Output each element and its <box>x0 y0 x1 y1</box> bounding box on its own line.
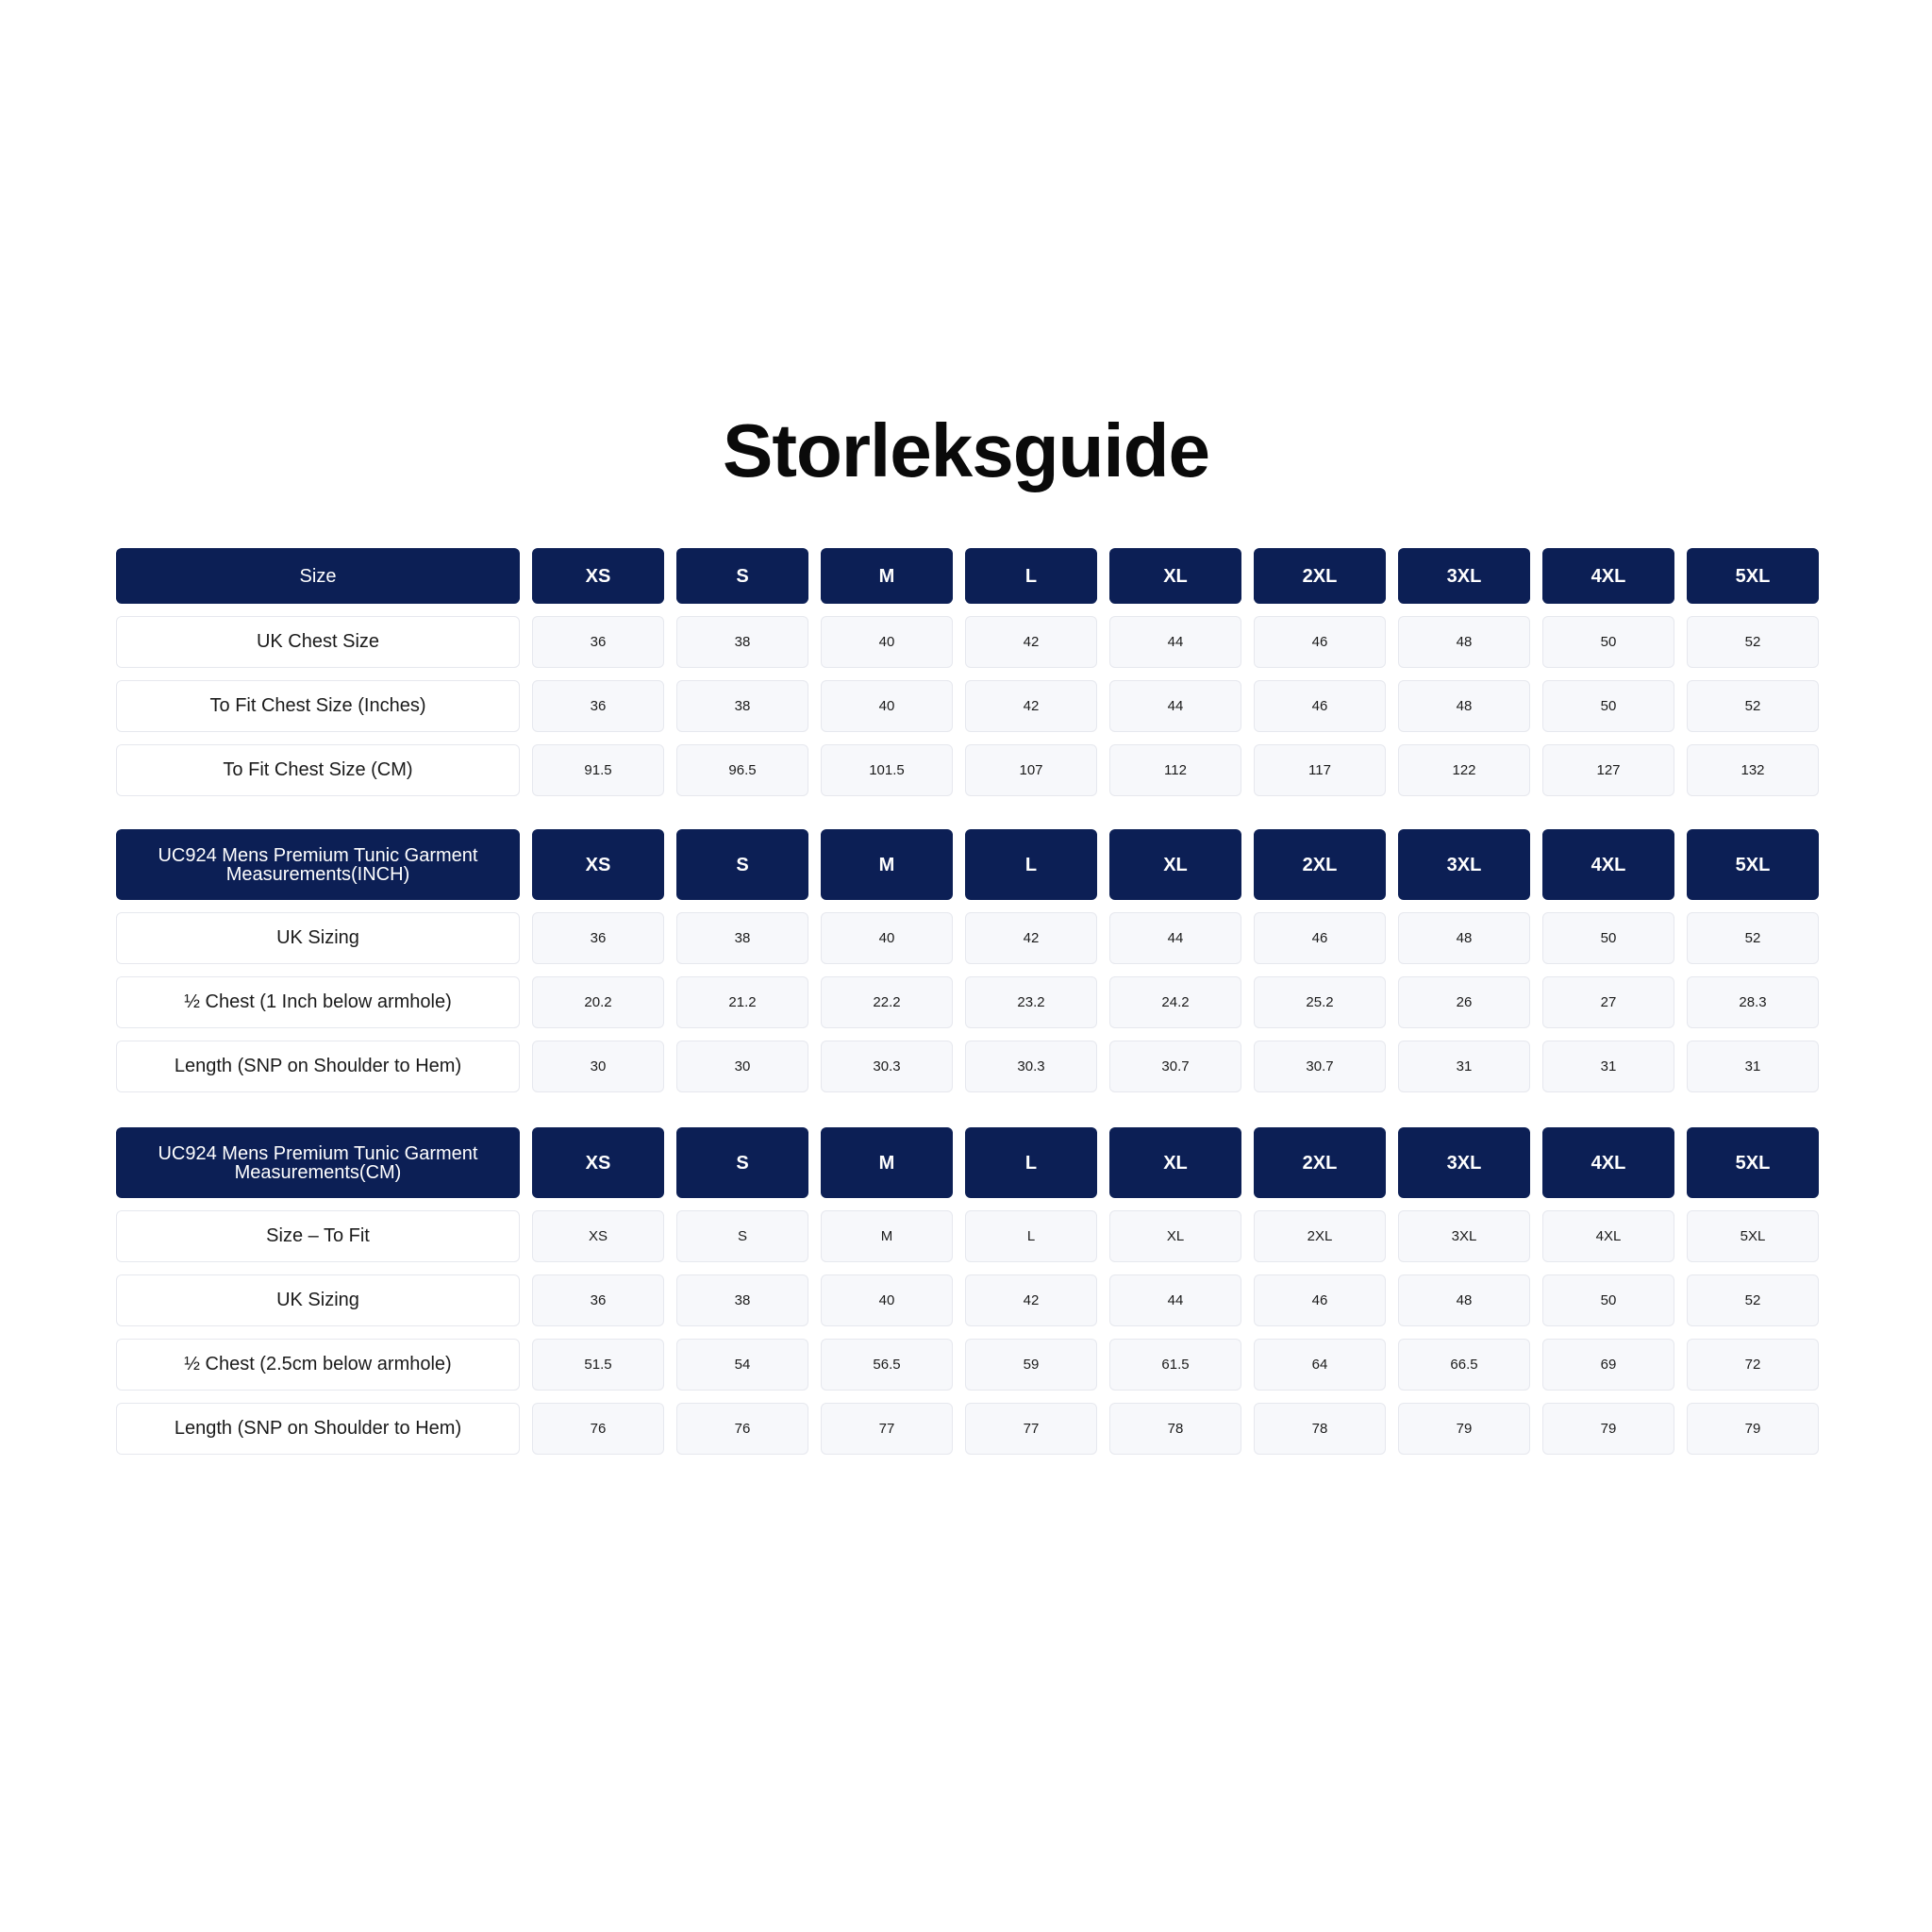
size-header-cell: 3XL <box>1398 1127 1530 1198</box>
table-header-row <box>116 829 1820 900</box>
value-cell: 48 <box>1398 680 1530 732</box>
value-cell: 91.5 <box>532 744 664 796</box>
value-cell: 27 <box>1542 976 1674 1028</box>
value-cell: 107 <box>965 744 1097 796</box>
row-label-cell: ½ Chest (2.5cm below armhole) <box>116 1339 520 1391</box>
value-cell: 79 <box>1687 1403 1819 1455</box>
value-cell: 51.5 <box>532 1339 664 1391</box>
size-header-cell: M <box>821 1127 953 1198</box>
value-cell: XS <box>532 1210 664 1262</box>
value-cell: S <box>676 1210 808 1262</box>
table-row <box>116 744 1820 796</box>
value-cell: 31 <box>1542 1041 1674 1092</box>
value-cell: 78 <box>1254 1403 1386 1455</box>
value-cell: 117 <box>1254 744 1386 796</box>
value-cell: 36 <box>532 616 664 668</box>
row-label-cell: UK Sizing <box>116 1274 520 1326</box>
value-cell: 28.3 <box>1687 976 1819 1028</box>
value-cell: 20.2 <box>532 976 664 1028</box>
header-label-cell: UC924 Mens Premium Tunic Garment Measurements(INCH) <box>116 829 520 900</box>
row-label-cell: ½ Chest (1 Inch below armhole) <box>116 976 520 1028</box>
value-cell: 30.3 <box>965 1041 1097 1092</box>
table-row <box>116 1041 1820 1092</box>
value-cell: 5XL <box>1687 1210 1819 1262</box>
value-cell: 122 <box>1398 744 1530 796</box>
value-cell: 40 <box>821 912 953 964</box>
size-header-cell: 5XL <box>1687 1127 1819 1198</box>
value-cell: 30.7 <box>1254 1041 1386 1092</box>
size-table-chest <box>116 548 1820 808</box>
size-header-cell: XL <box>1109 829 1241 900</box>
value-cell: 101.5 <box>821 744 953 796</box>
value-cell: 46 <box>1254 616 1386 668</box>
value-cell: 44 <box>1109 616 1241 668</box>
value-cell: 50 <box>1542 912 1674 964</box>
value-cell: 48 <box>1398 616 1530 668</box>
table-header-row <box>116 1127 1820 1198</box>
size-header-cell: XL <box>1109 548 1241 604</box>
value-cell: 40 <box>821 680 953 732</box>
value-cell: 38 <box>676 912 808 964</box>
value-cell: 38 <box>676 616 808 668</box>
table-header-row <box>116 548 1820 604</box>
value-cell: 24.2 <box>1109 976 1241 1028</box>
value-cell: 42 <box>965 912 1097 964</box>
value-cell: 36 <box>532 1274 664 1326</box>
value-cell: 30 <box>532 1041 664 1092</box>
size-header-cell: L <box>965 829 1097 900</box>
size-header-cell: XS <box>532 1127 664 1198</box>
size-header-cell: 4XL <box>1542 548 1674 604</box>
table-row <box>116 1210 1820 1262</box>
value-cell: 79 <box>1398 1403 1530 1455</box>
value-cell: 76 <box>676 1403 808 1455</box>
table-row <box>116 976 1820 1028</box>
value-cell: 52 <box>1687 616 1819 668</box>
page-title: Storleksguide <box>722 408 1210 492</box>
value-cell: 56.5 <box>821 1339 953 1391</box>
value-cell: 40 <box>821 1274 953 1326</box>
value-cell: 112 <box>1109 744 1241 796</box>
value-cell: 31 <box>1398 1041 1530 1092</box>
value-cell: 38 <box>676 1274 808 1326</box>
table-row <box>116 1274 1820 1326</box>
value-cell: 30.3 <box>821 1041 953 1092</box>
value-cell: 38 <box>676 680 808 732</box>
size-header-cell: XS <box>532 548 664 604</box>
value-cell: 96.5 <box>676 744 808 796</box>
table-row <box>116 1403 1820 1455</box>
size-header-cell: S <box>676 1127 808 1198</box>
size-header-cell: 2XL <box>1254 548 1386 604</box>
value-cell: 78 <box>1109 1403 1241 1455</box>
table-row <box>116 1339 1820 1391</box>
value-cell: 50 <box>1542 1274 1674 1326</box>
value-cell: 40 <box>821 616 953 668</box>
row-label-cell: To Fit Chest Size (CM) <box>116 744 520 796</box>
size-header-cell: 2XL <box>1254 1127 1386 1198</box>
table-row <box>116 616 1820 668</box>
value-cell: 26 <box>1398 976 1530 1028</box>
value-cell: 52 <box>1687 680 1819 732</box>
value-cell: 50 <box>1542 680 1674 732</box>
value-cell: 30 <box>676 1041 808 1092</box>
value-cell: 3XL <box>1398 1210 1530 1262</box>
value-cell: 42 <box>965 680 1097 732</box>
size-header-cell: 2XL <box>1254 829 1386 900</box>
value-cell: 48 <box>1398 1274 1530 1326</box>
header-label-cell: UC924 Mens Premium Tunic Garment Measurements(CM) <box>116 1127 520 1198</box>
value-cell: 36 <box>532 680 664 732</box>
size-header-cell: M <box>821 548 953 604</box>
value-cell: 42 <box>965 616 1097 668</box>
value-cell: 72 <box>1687 1339 1819 1391</box>
value-cell: 42 <box>965 1274 1097 1326</box>
row-label-cell: UK Sizing <box>116 912 520 964</box>
value-cell: 132 <box>1687 744 1819 796</box>
value-cell: 46 <box>1254 1274 1386 1326</box>
size-header-cell: S <box>676 548 808 604</box>
value-cell: 25.2 <box>1254 976 1386 1028</box>
value-cell: 36 <box>532 912 664 964</box>
size-header-cell: 4XL <box>1542 1127 1674 1198</box>
value-cell: 77 <box>821 1403 953 1455</box>
value-cell: 44 <box>1109 912 1241 964</box>
value-cell: 127 <box>1542 744 1674 796</box>
row-label-cell: To Fit Chest Size (Inches) <box>116 680 520 732</box>
value-cell: 46 <box>1254 680 1386 732</box>
size-header-cell: 3XL <box>1398 548 1530 604</box>
table-row <box>116 912 1820 964</box>
table-row <box>116 680 1820 732</box>
value-cell: 2XL <box>1254 1210 1386 1262</box>
value-cell: 66.5 <box>1398 1339 1530 1391</box>
size-header-cell: L <box>965 548 1097 604</box>
value-cell: 52 <box>1687 912 1819 964</box>
value-cell: 59 <box>965 1339 1097 1391</box>
value-cell: 46 <box>1254 912 1386 964</box>
value-cell: 52 <box>1687 1274 1819 1326</box>
size-table-garment-cm <box>116 1127 1820 1467</box>
value-cell: 50 <box>1542 616 1674 668</box>
value-cell: 4XL <box>1542 1210 1674 1262</box>
value-cell: 30.7 <box>1109 1041 1241 1092</box>
value-cell: 77 <box>965 1403 1097 1455</box>
size-header-cell: M <box>821 829 953 900</box>
size-header-cell: 4XL <box>1542 829 1674 900</box>
size-header-cell: 5XL <box>1687 829 1819 900</box>
value-cell: 22.2 <box>821 976 953 1028</box>
row-label-cell: Length (SNP on Shoulder to Hem) <box>116 1403 520 1455</box>
value-cell: 48 <box>1398 912 1530 964</box>
value-cell: 76 <box>532 1403 664 1455</box>
size-header-cell: 3XL <box>1398 829 1530 900</box>
size-table-garment-inch <box>116 829 1820 1105</box>
value-cell: 61.5 <box>1109 1339 1241 1391</box>
size-header-cell: L <box>965 1127 1097 1198</box>
row-label-cell: Size – To Fit <box>116 1210 520 1262</box>
value-cell: 44 <box>1109 680 1241 732</box>
value-cell: XL <box>1109 1210 1241 1262</box>
value-cell: 23.2 <box>965 976 1097 1028</box>
value-cell: 69 <box>1542 1339 1674 1391</box>
value-cell: 21.2 <box>676 976 808 1028</box>
size-header-cell: 5XL <box>1687 548 1819 604</box>
value-cell: 79 <box>1542 1403 1674 1455</box>
row-label-cell: UK Chest Size <box>116 616 520 668</box>
value-cell: 64 <box>1254 1339 1386 1391</box>
size-header-cell: S <box>676 829 808 900</box>
value-cell: 54 <box>676 1339 808 1391</box>
size-header-cell: XL <box>1109 1127 1241 1198</box>
value-cell: M <box>821 1210 953 1262</box>
row-label-cell: Length (SNP on Shoulder to Hem) <box>116 1041 520 1092</box>
value-cell: 31 <box>1687 1041 1819 1092</box>
size-header-cell: XS <box>532 829 664 900</box>
value-cell: L <box>965 1210 1097 1262</box>
value-cell: 44 <box>1109 1274 1241 1326</box>
header-label-cell: Size <box>116 548 520 604</box>
